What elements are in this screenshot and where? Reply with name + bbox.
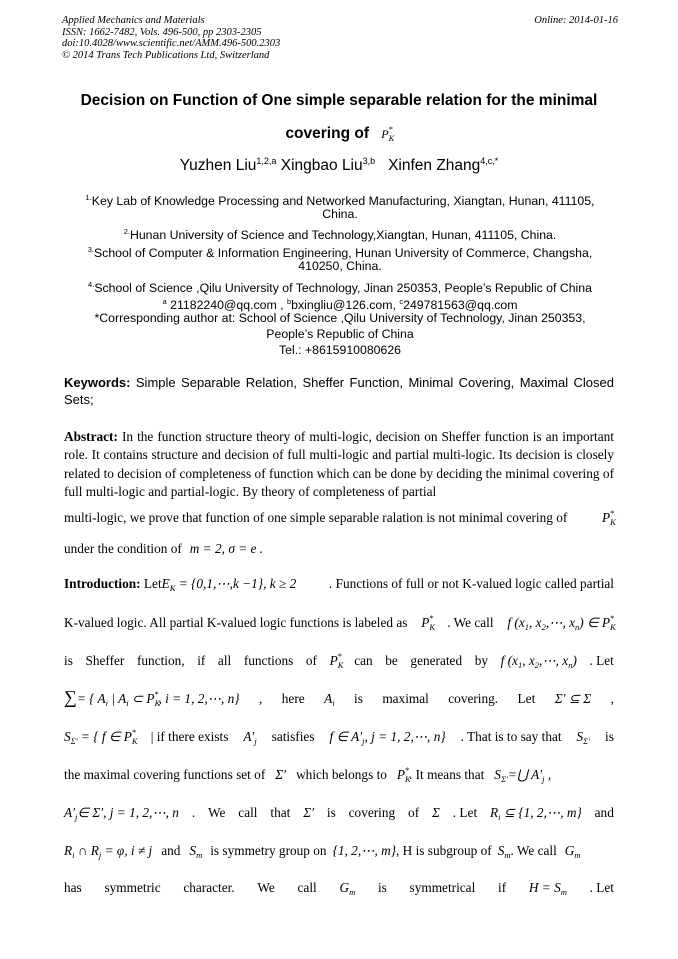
intro-line-8: $R_i$ ∩ $R_j = \varphi$, i ≠ j and $S_m$ is symmetry group on {1, 2,⋯, m} , H is subgroup of $S_m$ . We call $G_m$ xyxy=(64,843,581,860)
abstract-label: Abstract: xyxy=(64,429,118,444)
paper-title-line-2: covering of $P_K^*$ xyxy=(285,124,395,143)
email-line: $^a$ 21182240@qq.com , $^b$bxingliu@126.com, $^c$249781563@qq.com xyxy=(162,297,518,313)
issn-line: ISSN: 1662-7482, Vols. 496-500, pp 2303-2305 xyxy=(62,26,262,38)
intro-line-1: Introduction: LetE$_K$ = {0,1,⋯,k −1}, k ≥ 2 . Functions of full or not K-valued logic called partial xyxy=(64,576,614,593)
corresponding-author-cont: People’s Republic of China xyxy=(266,327,414,341)
intro-line-5: $S_{\Sigma'}$ = { f ∈ $P_K^*$ | if there exists $A'_j$ satisfies f ∈ $A'_j$, j = 1, 2,⋯, n} . That is to say that $S_{\Sigma'}$ is xyxy=(64,727,614,746)
online-date: Online: 2014-01-16 xyxy=(534,15,618,26)
keywords-label: Keywords: xyxy=(64,375,131,390)
intro-line-2: K-valued logic. All partial K-valued logic functions is labeled as $P_K^*$ . We call f ($x_1$, $x_2,\cdots$, $x_n$) ∈ $P_K^*$ xyxy=(64,613,616,632)
affiliation-1: $^{1.}$Key Lab of Knowledge Processing and Networked Manufacturing, Xiangtan, Hunan, 411105, xyxy=(85,193,595,209)
intro-line-4: ∑= { $A_i$ | $A_i$ ⊂ $P_K^*$, i = 1, 2,⋯, n} , here $A_i$ is maximal covering. Let Σ′ ⊆ Σ , xyxy=(64,687,614,708)
author-2: Xingbao Liu$^{3,b}$ xyxy=(280,156,376,175)
affiliation-3-cont: 410250, China. xyxy=(298,259,382,273)
intro-label: Introduction: xyxy=(64,576,141,591)
intro-line-6: the maximal covering functions set of Σ′ which belongs to $P_K^*$ . It means that $S_{\Sigma'}=⋃$ $A'_j$ , xyxy=(64,765,552,784)
author-list xyxy=(40,156,638,175)
affiliation-3: $^{3.}$School of Computer & Information Engineering, Hunan University of Commerce, Changsha, xyxy=(87,245,593,261)
keywords-text: Simple Separable Relation, Sheffer Function, Minimal Covering, Maximal Closed Sets; xyxy=(64,375,614,407)
doi-line: doi:10.4028/www.scientific.net/AMM.496-500.2303 xyxy=(62,38,281,49)
telephone: Tel.: +8615910080626 xyxy=(278,343,402,357)
keywords xyxy=(64,374,614,408)
affiliation-1-cont: China. xyxy=(322,207,358,221)
journal-name: Applied Mechanics and Materials xyxy=(62,15,205,26)
author-1: Yuzhen Liu$^{1,2,a}$ xyxy=(179,156,277,175)
intro-line-3: is Sheffer function, if all functions of $P_K^*$ can be generated by f ($x_1$, $x_2,\cdots$, $x_n$) . Let xyxy=(64,651,614,670)
copyright-line: © 2014 Trans Tech Publications Ltd, Switzerland xyxy=(62,49,270,61)
author-3: Xinfen Zhang$^{4,c,*}$ xyxy=(388,156,499,175)
running-header xyxy=(62,15,618,61)
intro-line-7: $A'_j\in$ Σ′, j = 1, 2,⋯, n . We call that Σ′ is covering of Σ . Let $R_i$ ⊆ {1, 2,⋯, m} and xyxy=(64,805,614,822)
abstract-text: In the function structure theory of multi-logic, decision on Sheffer function is an important role. It contains structure and decision of full multi-logic and partial multi-logic. Its decision is closely related to decision of completeness of function which can be done by deciding the minimal covering of full multi-logic and partial-logic. By theory of completeness of partial xyxy=(64,429,614,500)
abstract-line-6: under the condition of m = 2, σ = e . xyxy=(64,541,264,556)
corresponding-author: *Corresponding author at: School of Science ,Qilu University of Technology, Jinan 250353, xyxy=(94,311,586,325)
affiliation-2: $^{2.}$Hunan University of Science and Technology,Xiangtan, Hunan, 411105, China. xyxy=(123,227,557,243)
abstract-line-5: multi-logic, we prove that function of one simple separable ralation is not minimal covering of $P_K^*$ xyxy=(64,508,616,527)
paper-title-line-1: Decision on Function of One simple separable relation for the minimal xyxy=(80,92,598,109)
intro-line-9: has symmetric character. We call $G_m$ is symmetrical if $H = S_m$ . Let xyxy=(64,880,614,897)
affiliation-4: $^{4.}$School of Science ,Qilu University of Technology, Jinan 250353, People’s Republic of China xyxy=(88,280,592,296)
abstract xyxy=(64,428,614,502)
